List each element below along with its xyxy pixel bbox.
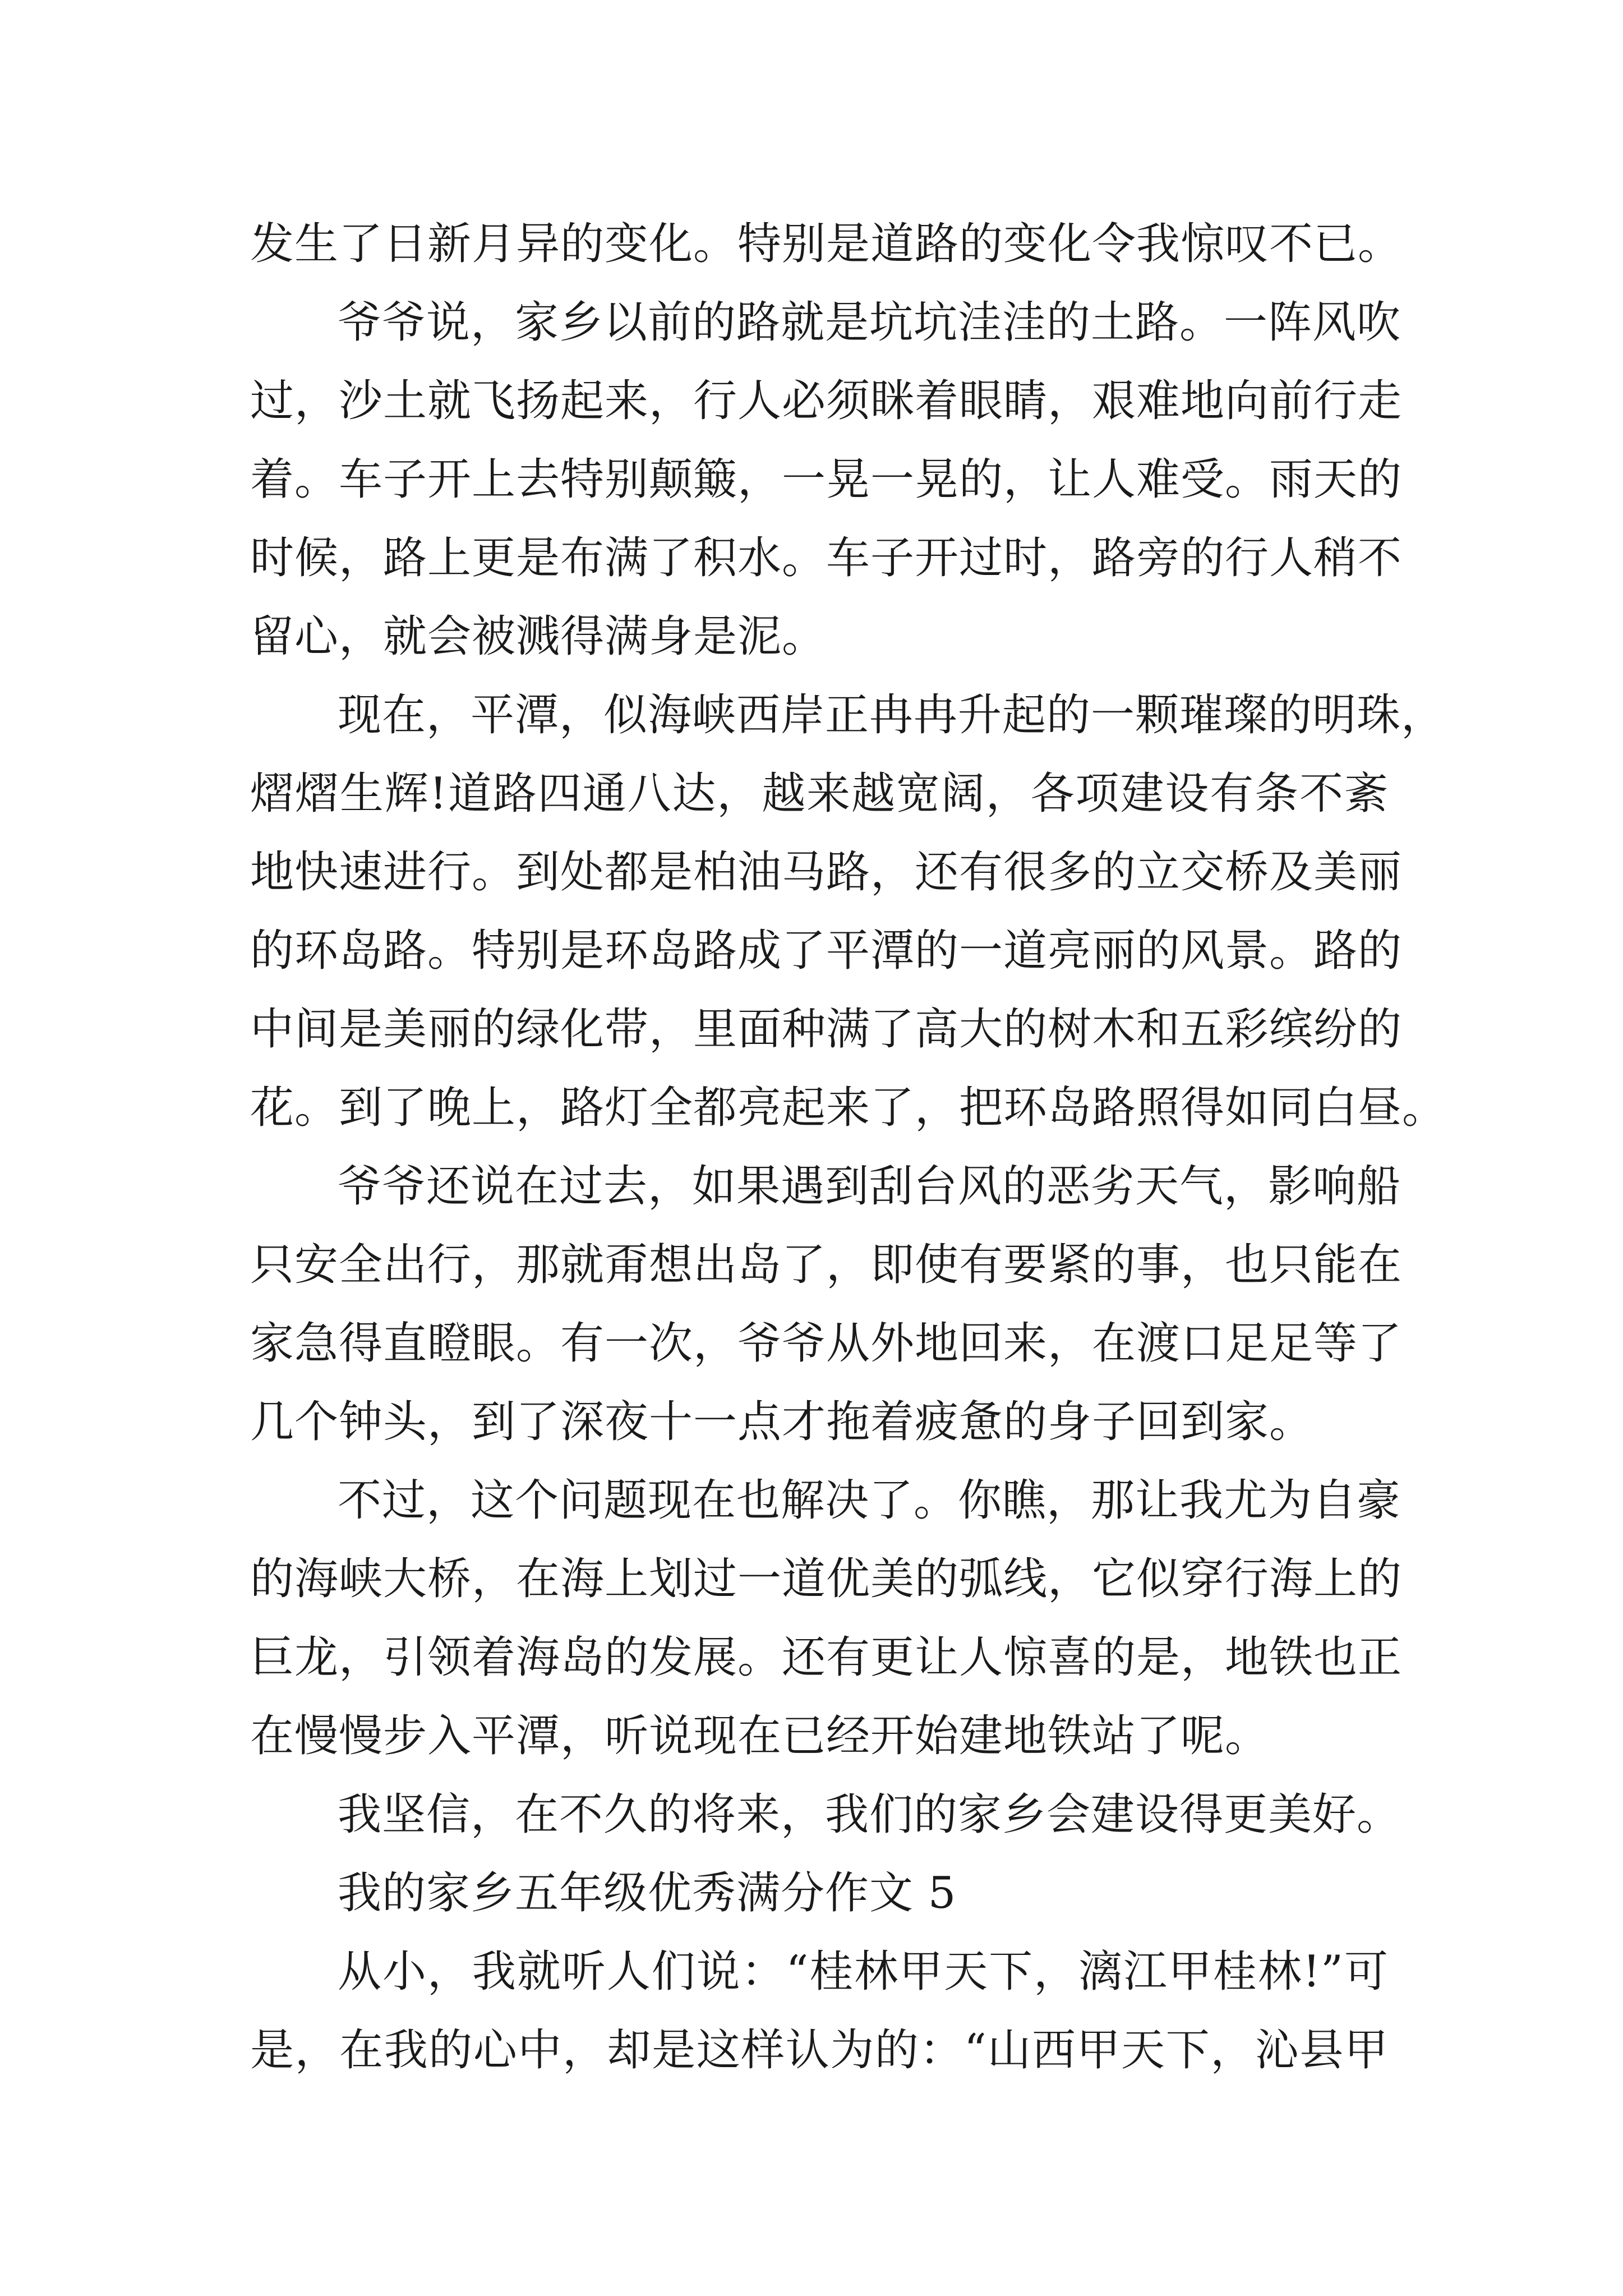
text-line: 爷爷还说在过去，如果遇到刮台风的恶劣天气，影响船	[338, 1161, 1401, 1212]
text-line: 发生了日新月异的变化。特别是道路的变化令我惊叹不已。	[250, 219, 1403, 269]
text-line: 地快速进行。到处都是柏油马路，还有很多的立交桥及美丽	[250, 847, 1403, 898]
text-line: 是，在我的心中，却是这样认为的：“山西甲天下，沁县甲	[250, 2025, 1389, 2076]
text-line: 现在，平潭，似海峡西岸正冉冉升起的一颗璀璨的明珠，	[338, 690, 1446, 740]
text-line: 着。车子开上去特别颠簸，一晃一晃的，让人难受。雨天的	[250, 454, 1403, 505]
text-line: 留心，就会被溅得满身是泥。	[250, 611, 827, 662]
text-line: 中间是美丽的绿化带，里面种满了高大的树木和五彩缤纷的	[250, 1004, 1403, 1055]
text-line: 的海峡大桥，在海上划过一道优美的弧线，它似穿行海上的	[250, 1554, 1403, 1604]
text-line: 巨龙，引领着海岛的发展。还有更让人惊喜的是，地铁也正	[250, 1632, 1403, 1683]
text-line: 花。到了晚上，路灯全都亮起来了，把环岛路照得如同白昼。	[250, 1083, 1447, 1133]
text-line: 几个钟头，到了深夜十一点才拖着疲惫的身子回到家。	[250, 1397, 1314, 1447]
section-heading: 我的家乡五年级优秀满分作文 5	[338, 1868, 957, 1918]
text-line: 爷爷说，家乡以前的路就是坑坑洼洼的土路。一阵风吹	[338, 297, 1401, 348]
text-line: 我坚信，在不久的将来，我们的家乡会建设得更美好。	[338, 1789, 1401, 1840]
text-line: 在慢慢步入平潭，听说现在已经开始建地铁站了呢。	[250, 1711, 1270, 1761]
text-line: 不过，这个问题现在也解决了。你瞧，那让我尤为自豪	[338, 1475, 1401, 1526]
text-line: 从小，我就听人们说：“桂林甲天下，漓江甲桂林!”可	[338, 1947, 1389, 1997]
text-line: 的环岛路。特别是环岛路成了平潭的一道亮丽的风景。路的	[250, 926, 1403, 976]
text-line: 时候，路上更是布满了积水。车子开过时，路旁的行人稍不	[250, 533, 1403, 583]
text-line: 家急得直瞪眼。有一次，爷爷从外地回来，在渡口足足等了	[250, 1318, 1403, 1369]
text-line: 熠熠生辉!道路四通八达，越来越宽阔，各项建设有条不紊	[250, 769, 1389, 819]
text-line: 过，沙土就飞扬起来，行人必须眯着眼睛，艰难地向前行走	[250, 376, 1403, 426]
text-line: 只安全出行，那就甭想出岛了，即使有要紧的事，也只能在	[250, 1240, 1403, 1290]
document-body	[250, 205, 1447, 2090]
